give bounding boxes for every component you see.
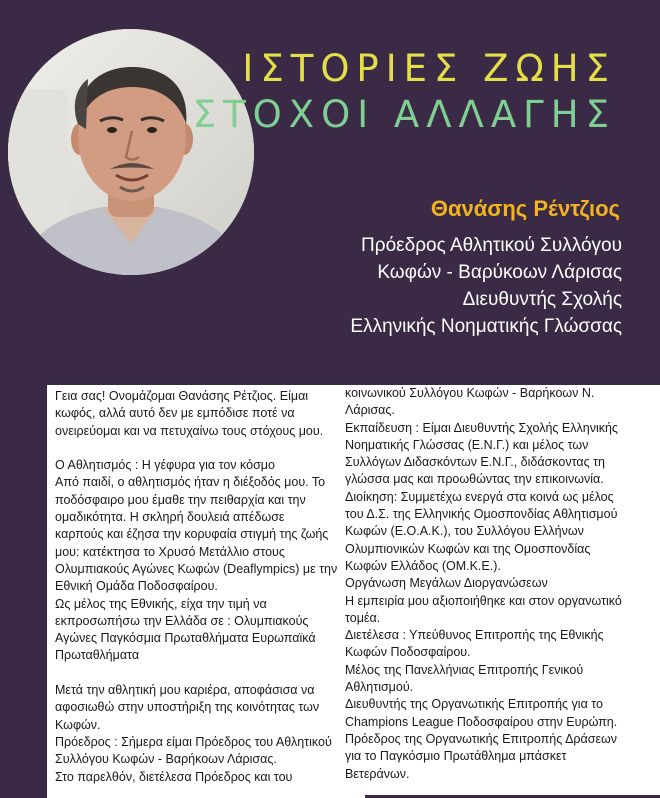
article-line: Ολυμπιονικών Κωφών και της Ομοσπονδίας (345, 541, 591, 556)
article-line: ποδόσφαιρο μου έμαθε την πειθαρχία και την (55, 492, 306, 507)
article-line: Πρόεδρος της Οργανωτικής Επιτροπής Δράσεων (345, 731, 618, 746)
article-line: Ως μέλος της Εθνικής, είχα την τιμή να (55, 596, 267, 611)
article-line: Κωφών (Ε.Ο.Α.Κ.), του Συλλόγου Ελλήνων (345, 524, 584, 539)
article-line: Πρόεδρος : Σήμερα είμαι Πρόεδρος του Αθλητικού (55, 734, 332, 749)
article-line: Συλλόγων Διδασκόντων Ε.Ν.Γ., διδάσκοντας τη (345, 455, 605, 470)
article-line: Βετεράνων. (345, 766, 410, 781)
article-line: Στο παρελθόν, διετέλεσα Πρόεδρος και του (55, 769, 293, 784)
article-line: Κωφών Ελλάδος (ΟΜ.Κ.Ε.). (345, 558, 501, 573)
article-line: Μετά την αθλητική μου καριέρα, αποφάσισα να (55, 683, 315, 698)
article-line: Κωφών Ποδοσφαίρου. (345, 645, 471, 660)
article-line: Γεια σας! Ονομάζομαι Θανάσης Ρέτζιος. Είμαι (55, 389, 309, 403)
article-line (55, 665, 365, 682)
article-line: Ολυμπιακούς Αγώνες Κωφών (Deaflympics) με την (55, 561, 338, 576)
article-line: αφοσιωθώ στην υποστήριξη της κοινότητας των (55, 700, 320, 715)
article-line: για το Παγκόσμιο Πρωτάθλημα μπάσκετ (345, 749, 567, 764)
article-line: Λάρισας. (345, 403, 395, 418)
article-line: Αγώνες Παγκόσμια Πρωταθλήματα Ευρωπαϊκά (55, 631, 316, 646)
headline-line-1: ΙΣΤΟΡΙΕΣ ΖΩΗΣ (242, 47, 616, 90)
headline-line-2: ΣΤΟΧΟΙ ΑΛΛΑΓΗΣ (192, 93, 616, 136)
role-line: Ελληνικής Νοηματικής Γλώσσας (350, 316, 622, 337)
article-line: εκπροσωπήσω την Ελλάδα σε : Ολυμπιακούς (55, 613, 309, 628)
article-line: ομαδικότητα. Η σκληρή δουλειά απέδωσε (55, 510, 285, 525)
article-line: Πρωταθλήματα (55, 648, 140, 663)
role-line: Κωφών - Βαρύκοων Λάρισας (377, 262, 622, 283)
profile-photo (8, 29, 254, 275)
article-line: κοινωνικού Συλλόγου Κωφών - Βαρήκοων Ν. (345, 386, 595, 400)
article-line: Κωφών. (55, 717, 101, 732)
article-line: Εθνική Ομάδα Ποδοσφαίρου. (55, 579, 218, 594)
article-line: Από παιδί, ο αθλητισμός ήταν η διέξοδός μου. Το (55, 475, 326, 490)
role-line: Πρόεδρος Αθλητικού Συλλόγου (361, 235, 622, 256)
article-line: Διευθυντής της Οργανωτικής Επιτροπής για το (345, 697, 603, 712)
article-line: Champions League Ποδοσφαίρου στην Ευρώπη. (345, 714, 618, 729)
article-line: κωφός, αλλά αυτό δεν με εμπόδισε ποτέ να (55, 406, 295, 421)
person-name: Θανάσης Ρέντζιος (430, 196, 620, 221)
article-column-left (47, 385, 365, 798)
article-line: Αθλητισμού. (345, 680, 414, 695)
article-line: Διοίκηση: Συμμετέχω ενεργά στα κοινά ως μέλος (345, 489, 614, 504)
article-line: γλώσσα μας και προωθώντας την επικοινωνία. (345, 472, 604, 487)
article-line: καρπούς και έζησα την κορυφαία στιγμή της ζωής (55, 527, 329, 542)
article-line: Διετέλεσα : Υπεύθυνος Επιτροπής της Εθνικής (345, 628, 604, 643)
article-column-right (342, 385, 660, 795)
article-line: Νοηματικής Γλώσσας (Ε.Ν.Γ.) και μέλος των (345, 437, 589, 452)
article-line: τομέα. (345, 610, 381, 625)
article-line: Η εμπειρία μου αξιοποιήθηκε και στον οργανωτικό (345, 593, 622, 608)
article-line (55, 440, 365, 457)
article-line: Ο Αθλητισμός : Η γέφυρα για τον κόσμο (55, 458, 275, 473)
person-roles (350, 232, 622, 340)
article-line: Μέλος της Πανελλήνιας Επιτροπής Γενικού (345, 662, 584, 677)
article-line: του Δ.Σ. της Ελληνικής Ομοσπονδίας Αθλητισμού (345, 507, 618, 522)
article-line: Οργάνωση Μεγάλων Διοργανώσεων (345, 576, 548, 591)
article-line: μου: κατέκτησα το Χρυσό Μετάλλιο στους (55, 544, 285, 559)
article-line: ονειρεύομαι και να πετυχαίνω τους στόχους μου. (55, 423, 324, 438)
portrait-illustration (8, 29, 254, 275)
role-line: Διευθυντής Σχολής (462, 289, 622, 310)
article-line: Εκπαίδευση : Είμαι Διευθυντής Σχολής Ελληνικής (345, 420, 618, 435)
article-line: Συλλόγου Κωφών - Βαρήκοων Λάρισας. (55, 752, 277, 767)
